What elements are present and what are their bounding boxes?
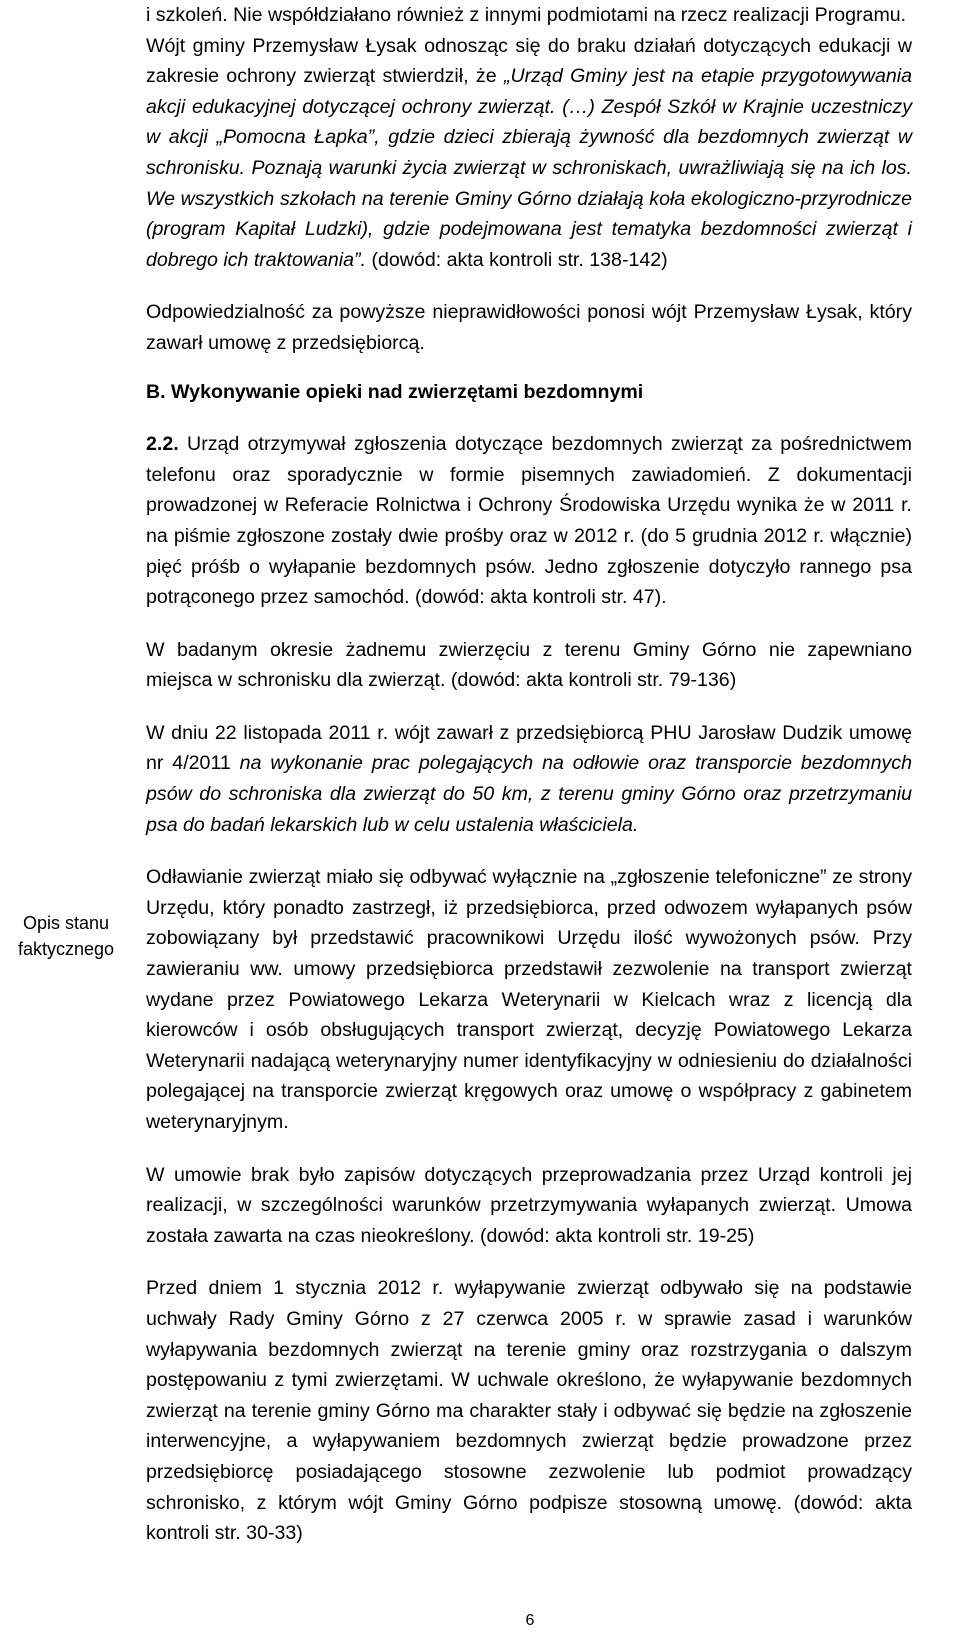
paragraph-5-contract-scope: na wykonanie prac polegających na odłowie oraz transporcie bezdomnych psów do schroniska dla zwierząt do 50 km, z terenu gminy Górno oraz przetrzymaniu psa do badań lekarskich lub w celu ustalenia właściciela. xyxy=(146,752,912,836)
paragraph-1-evidence: (dowód: akta kontroli str. 138-142) xyxy=(366,248,668,271)
paragraph-7: W umowie brak było zapisów dotyczących przeprowadzania przez Urząd kontroli jej realizacji, w szczególności warunków przetrzymywania wyłapanych zwierząt. Umowa została zawarta na czas nieokreślony. (dowód: akta kontroli str. 19-25) xyxy=(146,1163,912,1247)
paragraph-5-lead: W dniu 22 listopada 2011 r. wójt zawarł z przedsiębiorcą PHU Jarosław Dudzik umowę nr 4/2011 xyxy=(146,721,912,775)
section-label-line1: Opis stanu xyxy=(22,913,110,933)
paragraph-8: Przed dniem 1 stycznia 2012 r. wyłapywanie zwierząt odbywało się na podstawie uchwały Rady Gminy Górno z 27 czerwca 2005 r. w sprawie zasad i warunków wyłapywania bezdomnych zwierząt na terenie gminy oraz rozstrzygania o dalszym postępowaniu z tymi zwierzętami. W uchwale określono, że wyłapywanie bezdomnych zwierząt na terenie gminy Górno ma charakter stały i odbywać się będzie na zgłoszenie interwencyjne, a wyłapywaniem bezdomnych zwierząt będzie prowadzone przez przedsiębiorcę posiadającego stosowne zezwolenie lub podmiot prowadzący schronisko, z którym wójt Gminy Górno podpisze stosowną umowę. (dowód: akta kontroli str. 30-33) xyxy=(146,1277,912,1545)
paragraph-3-text: Urząd otrzymywał zgłoszenia dotyczące bezdomnych zwierząt za pośrednictwem telefonu oraz sporadycznie w formie pisemnych zawiadomień. Z dokumentacji prowadzonej w Referacie Rolnictwa i Ochrony Środowiska Urzędu wynika że w 2011 r. na piśmie zgłoszone zostały dwie prośby oraz w 2012 r. (do 5 grudnia 2012 r. włącznie) pięć próśb o wyłapanie bezdomnych psów. Jedno zgłoszenie dotyczyło rannego psa potrąconego przez samochód. (dowód: akta kontroli str. 47). xyxy=(146,433,912,609)
paragraph-1-lead: Wójt gminy Przemysław Łysak odnosząc się do braku działań dotyczących edukacji w zakresie ochrony zwierząt stwierdził, że xyxy=(146,34,912,88)
section-label xyxy=(0,910,132,962)
section-label-line2: faktycznego xyxy=(17,939,115,959)
page-number: 6 xyxy=(525,1612,535,1629)
paragraph-3-number: 2.2. xyxy=(146,433,179,456)
paragraph-1-quote: „Urząd Gminy jest na etapie przygotowywania akcji edukacyjnej dotyczącej ochrony zwierząt. (…) Zespół Szkół w Krajnie uczestniczy w akcji „Pomocna Łapka”, gdzie dzieci zbierają żywność dla bezdomnych zwierząt w schronisku. Poznają warunki życia zwierząt w schroniskach, uwrażliwiają się na ich los. We wszystkich szkołach na terenie Gminy Górno działają koła ekologiczno-przyrodnicze (program Kapitał Ludzki), gdzie podejmowana jest tematyka bezdomności zwierząt i dobrego ich traktowania”. xyxy=(146,65,912,271)
paragraph-2: Odpowiedzialność za powyższe nieprawidłowości ponosi wójt Przemysław Łysak, który zawarł umowę z przedsiębiorcą. xyxy=(146,301,912,354)
document-body xyxy=(146,0,912,1549)
paragraph-1 xyxy=(146,0,912,275)
paragraph-5 xyxy=(146,718,912,840)
paragraph-6: Odławianie zwierząt miało się odbywać wyłącznie na „zgłoszenie telefoniczne” ze strony Urzędu, który ponadto zastrzegł, iż przedsiębiorca, przed odwozem wyłapanych psów zobowiązany był przedstawić pracownikowi Urzędu ilość wywożonych psów. Przy zawieraniu ww. umowy przedsiębiorca przedstawił zezwolenie na transport zwierząt wydane przez Powiatowego Lekarza Weterynarii w Kielcach wraz z licencją dla kierowców i osób obsługujących transport zwierząt, decyzję Powiatowego Lekarza Weterynarii nadającą weterynaryjny numer identyfikacyjny w odniesieniu do działalności polegającej na transporcie zwierząt kręgowych oraz umowę o współpracy z gabinetem weterynaryjnym. xyxy=(146,866,912,1133)
paragraph-1-intro: i szkoleń. Nie współdziałano również z innymi podmiotami na rzecz realizacji Programu. xyxy=(146,4,907,26)
paragraph-4: W badanym okresie żadnemu zwierzęciu z terenu Gminy Górno nie zapewniano miejsca w schronisku dla zwierząt. (dowód: akta kontroli str. 79-136) xyxy=(146,638,912,692)
paragraph-3 xyxy=(146,429,912,613)
section-heading: B. Wykonywanie opieki nad zwierzętami bezdomnymi xyxy=(146,380,644,403)
